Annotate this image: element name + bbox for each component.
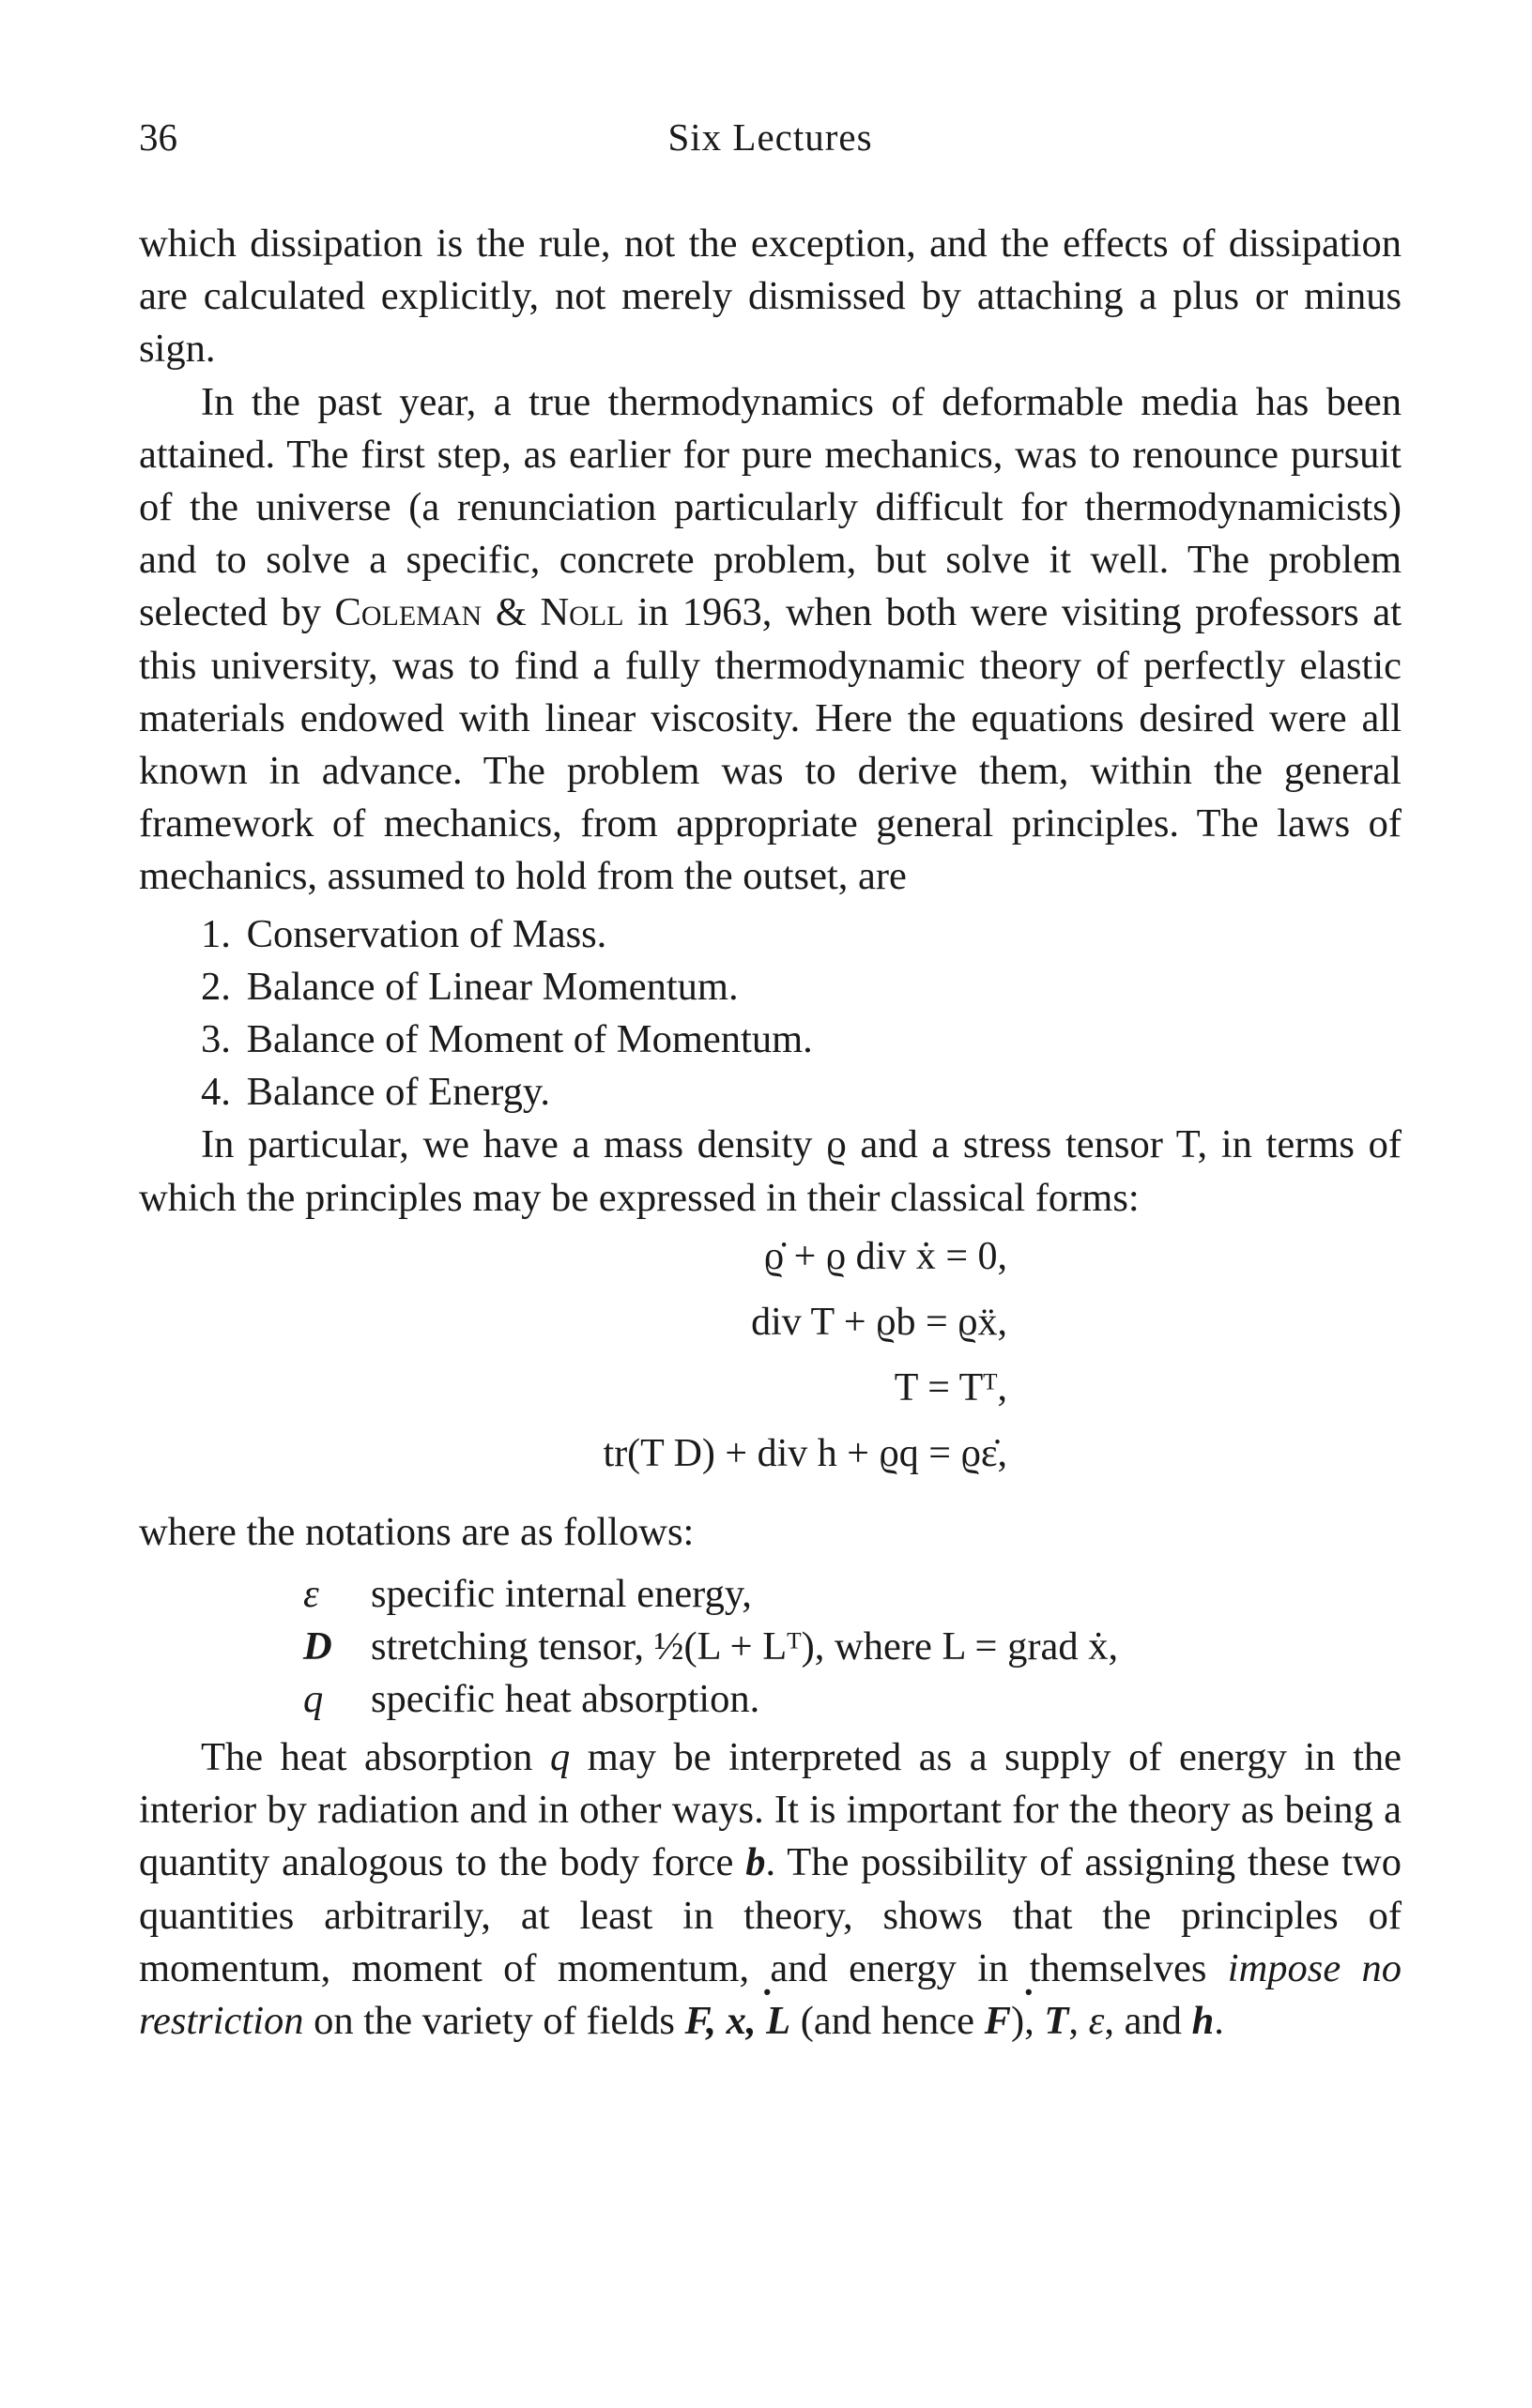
symbol-t: T [1044,1999,1069,2044]
field-list-hence: (and hence [790,1999,985,2044]
symbol-h: h [1191,1999,1215,2044]
list-item-number: 2. [201,964,231,1009]
notation-description: stretching tensor, ½(L + Lᵀ), where L = grad ẋ, [371,1624,1119,1669]
author-coleman: Coleman [334,590,483,635]
list-item-label: Balance of Linear Momentum. [246,964,739,1009]
paragraph-2-part-a: In the past year, a true thermodynamics of deformable media has been attained. The first step, as earlier for pure mechanics, was to renounce pursuit of the universe (a renunciation particularly difficult for thermodynamicists) and to solve a specific, concrete problem, but solve it well. The problem selected by [139,379,1402,635]
list-item-label: Balance of Moment of Momentum. [246,1017,813,1062]
symbol-b: b [745,1840,766,1885]
emphasis-impose-no-restriction: impose no restriction [139,1945,1402,2044]
list-item [139,1066,1402,1119]
notation-symbol: D [303,1624,332,1669]
page-number: 36 [139,115,177,159]
symbol-q: q [549,1735,571,1780]
paragraph-2 [139,376,1402,904]
laws-list [139,908,1402,1120]
notation-symbol: ε [303,1572,319,1617]
symbol-f-dot: F ˙ [985,1999,1011,2043]
paragraph-2-part-b: in 1963, when both were visiting professors at this university, was to find a fully thermodynamic theory of perfectly elastic materials endowed with linear viscosity. Here the equations desired were all known in advance. The problem was to derive them, within the general framework of mechanics, from appropriate general principles. The laws of mechanics, assumed to hold from the outset, are [139,590,1402,899]
paragraph-1: which dissipation is the rule, not the exception, and the effects of dissipation are calculated explicitly, not merely dismissed by attaching a plus or minus sign. [139,221,1402,372]
paragraph-5-part-e: , and [1104,1999,1192,2044]
notation-symbol: q [303,1677,324,1722]
body-text [139,218,1402,2048]
equation-block [139,1225,1402,1506]
paragraph-4: where the notations are as follows: [139,1509,695,1554]
field-list-close: ), [1010,1999,1045,2044]
list-item-label: Conservation of Mass. [246,911,607,956]
paragraph-5-end: . [1214,1999,1224,2044]
notation-list [139,1568,1402,1726]
list-item [139,908,1402,961]
paragraph-5-part-b: may be interpreted as a supply of energy in the interior by radiation and in other ways. It is important for the theory as being a quantity analogous to the body force [139,1735,1402,1885]
field-list-comma: , [1068,1999,1089,2044]
list-item-number: 3. [201,1017,231,1062]
list-item [139,961,1402,1013]
field-list-symbols: F, x ˙, L [685,1999,791,2043]
equation-energy-balance: tr(T D) + div h + ϱq = ϱε̇, [603,1431,1007,1475]
notation-description: specific internal energy, [371,1572,752,1617]
paragraph-5-part-a: The heat absorption [201,1735,550,1780]
equation-linear-momentum: div T + ϱb = ϱẍ, [751,1300,1007,1344]
equation-mass-conservation: ϱ̇ + ϱ div ẋ = 0, [763,1234,1007,1278]
list-item-number: 4. [201,1070,231,1115]
running-title: Six Lectures [667,115,873,159]
author-noll: Noll [540,590,624,635]
paragraph-5 [139,1731,1402,2048]
paragraph-5-part-c: . The possibility of assigning these two quantities arbitrarily, at least in theory, shows that the principles of momentum, moment of momentum, and energy in themselves [139,1840,1402,1990]
symbol-epsilon: ε [1088,1999,1105,2044]
list-item-number: 1. [201,911,231,956]
list-item [139,1013,1402,1066]
paragraph-3: In particular, we have a mass density ϱ and a stress tensor T, in terms of which the principles may be expressed in their classical forms: [139,1122,1402,1220]
ampersand: & [482,590,541,635]
equation-moment-of-momentum: T = Tᵀ, [894,1365,1007,1410]
notation-row [139,1673,1402,1726]
notation-description: specific heat absorption. [371,1677,760,1722]
notation-row [139,1621,1402,1673]
notation-row [139,1568,1402,1621]
page-header [139,114,1402,171]
paragraph-5-part-d: on the variety of fields [303,1999,685,2044]
list-item-label: Balance of Energy. [246,1070,550,1115]
